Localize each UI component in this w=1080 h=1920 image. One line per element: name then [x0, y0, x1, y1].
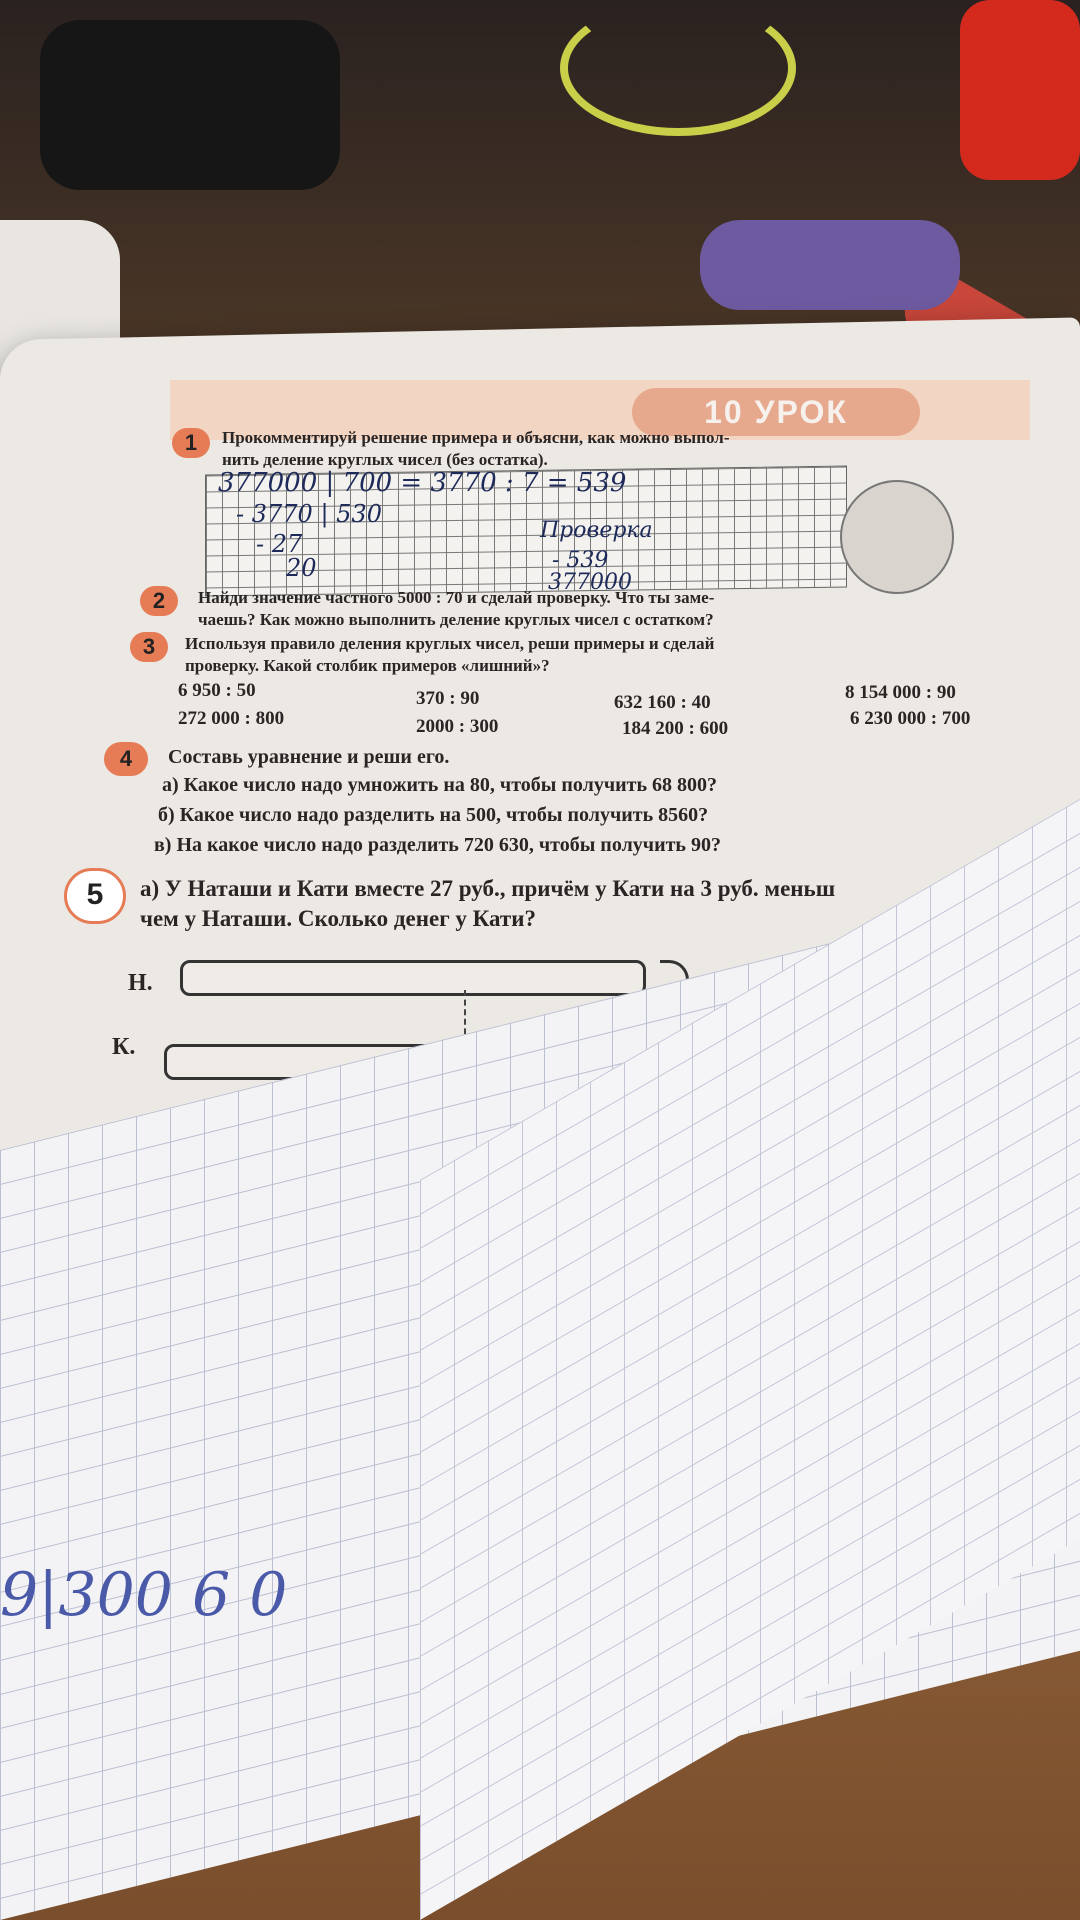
task3-example: 2000 : 300	[416, 716, 499, 737]
task3-example: 370 : 90	[416, 688, 480, 709]
task1-hand-line-a: 377000 | 700 = 3770 : 7 = 539	[218, 468, 627, 498]
boy-illustration	[840, 480, 954, 594]
task1-hand-line-d: 20	[286, 554, 317, 582]
task3-line1: Используя правило деления круглых чисел, реши примеры и сделай	[185, 634, 715, 653]
diagram-bar-natasha	[180, 960, 646, 996]
diagram-label-k: К.	[112, 1034, 136, 1060]
task5-a-line1: а) У Наташи и Кати вместе 27 руб., причём у Кати на 3 руб. меньш	[140, 876, 836, 901]
charger-object	[40, 20, 340, 190]
task2-line1: Найди значение частного 5000 : 70 и сделай проверку. Что ты заме-	[198, 588, 715, 607]
toy-object	[700, 220, 960, 310]
task3-example: 632 160 : 40	[614, 692, 711, 713]
task4-number: 4	[104, 742, 148, 776]
task1-hand-check: Проверка	[540, 518, 653, 543]
diagram-label-n: Н.	[128, 970, 153, 996]
task1-hand-line-b: - 3770 | 530	[236, 500, 382, 528]
lesson-tag: 10 УРОК	[632, 388, 920, 436]
task4-item-c: в) На какое число надо разделить 720 630, чтобы получить 90?	[154, 834, 721, 856]
task1-number: 1	[172, 428, 210, 458]
task1-line1: Прокомментируй решение примера и объясни, как можно выпол-	[222, 428, 730, 447]
notebook-handwriting: 9|300 6 0	[0, 1560, 288, 1630]
task2-line2: чаешь? Как можно выполнить деление круглых чисел с остатком?	[198, 610, 714, 629]
red-bottle-object	[960, 0, 1080, 180]
task4-item-a: а) Какое число надо умножить на 80, чтобы получить 68 800?	[162, 774, 718, 796]
task3-example: 8 154 000 : 90	[845, 682, 956, 703]
task4-item-b: б) Какое число надо разделить на 500, чтобы получить 8560?	[158, 804, 709, 826]
task2-number: 2	[140, 586, 178, 616]
task1-hand-line-f: 377000	[548, 570, 632, 595]
cable-object	[560, 0, 796, 136]
task3-number: 3	[130, 632, 168, 662]
task1-hand-line-e: - 539	[552, 548, 609, 573]
task4-title: Составь уравнение и реши его.	[168, 746, 450, 768]
task3-example: 272 000 : 800	[178, 708, 285, 729]
task3-example: 6 950 : 50	[178, 680, 256, 701]
task5-a-line2: чем у Наташи. Сколько денег у Кати?	[140, 906, 536, 931]
task1-hand-line-c: - 27	[256, 530, 303, 558]
task3-example: 6 230 000 : 700	[850, 708, 971, 729]
task3-example: 184 200 : 600	[622, 718, 729, 739]
task3-line2: проверку. Какой столбик примеров «лишний»?	[185, 656, 550, 675]
task1-line2: нить деление круглых чисел (без остатка).	[222, 450, 548, 469]
task5-number: 5	[64, 868, 126, 924]
